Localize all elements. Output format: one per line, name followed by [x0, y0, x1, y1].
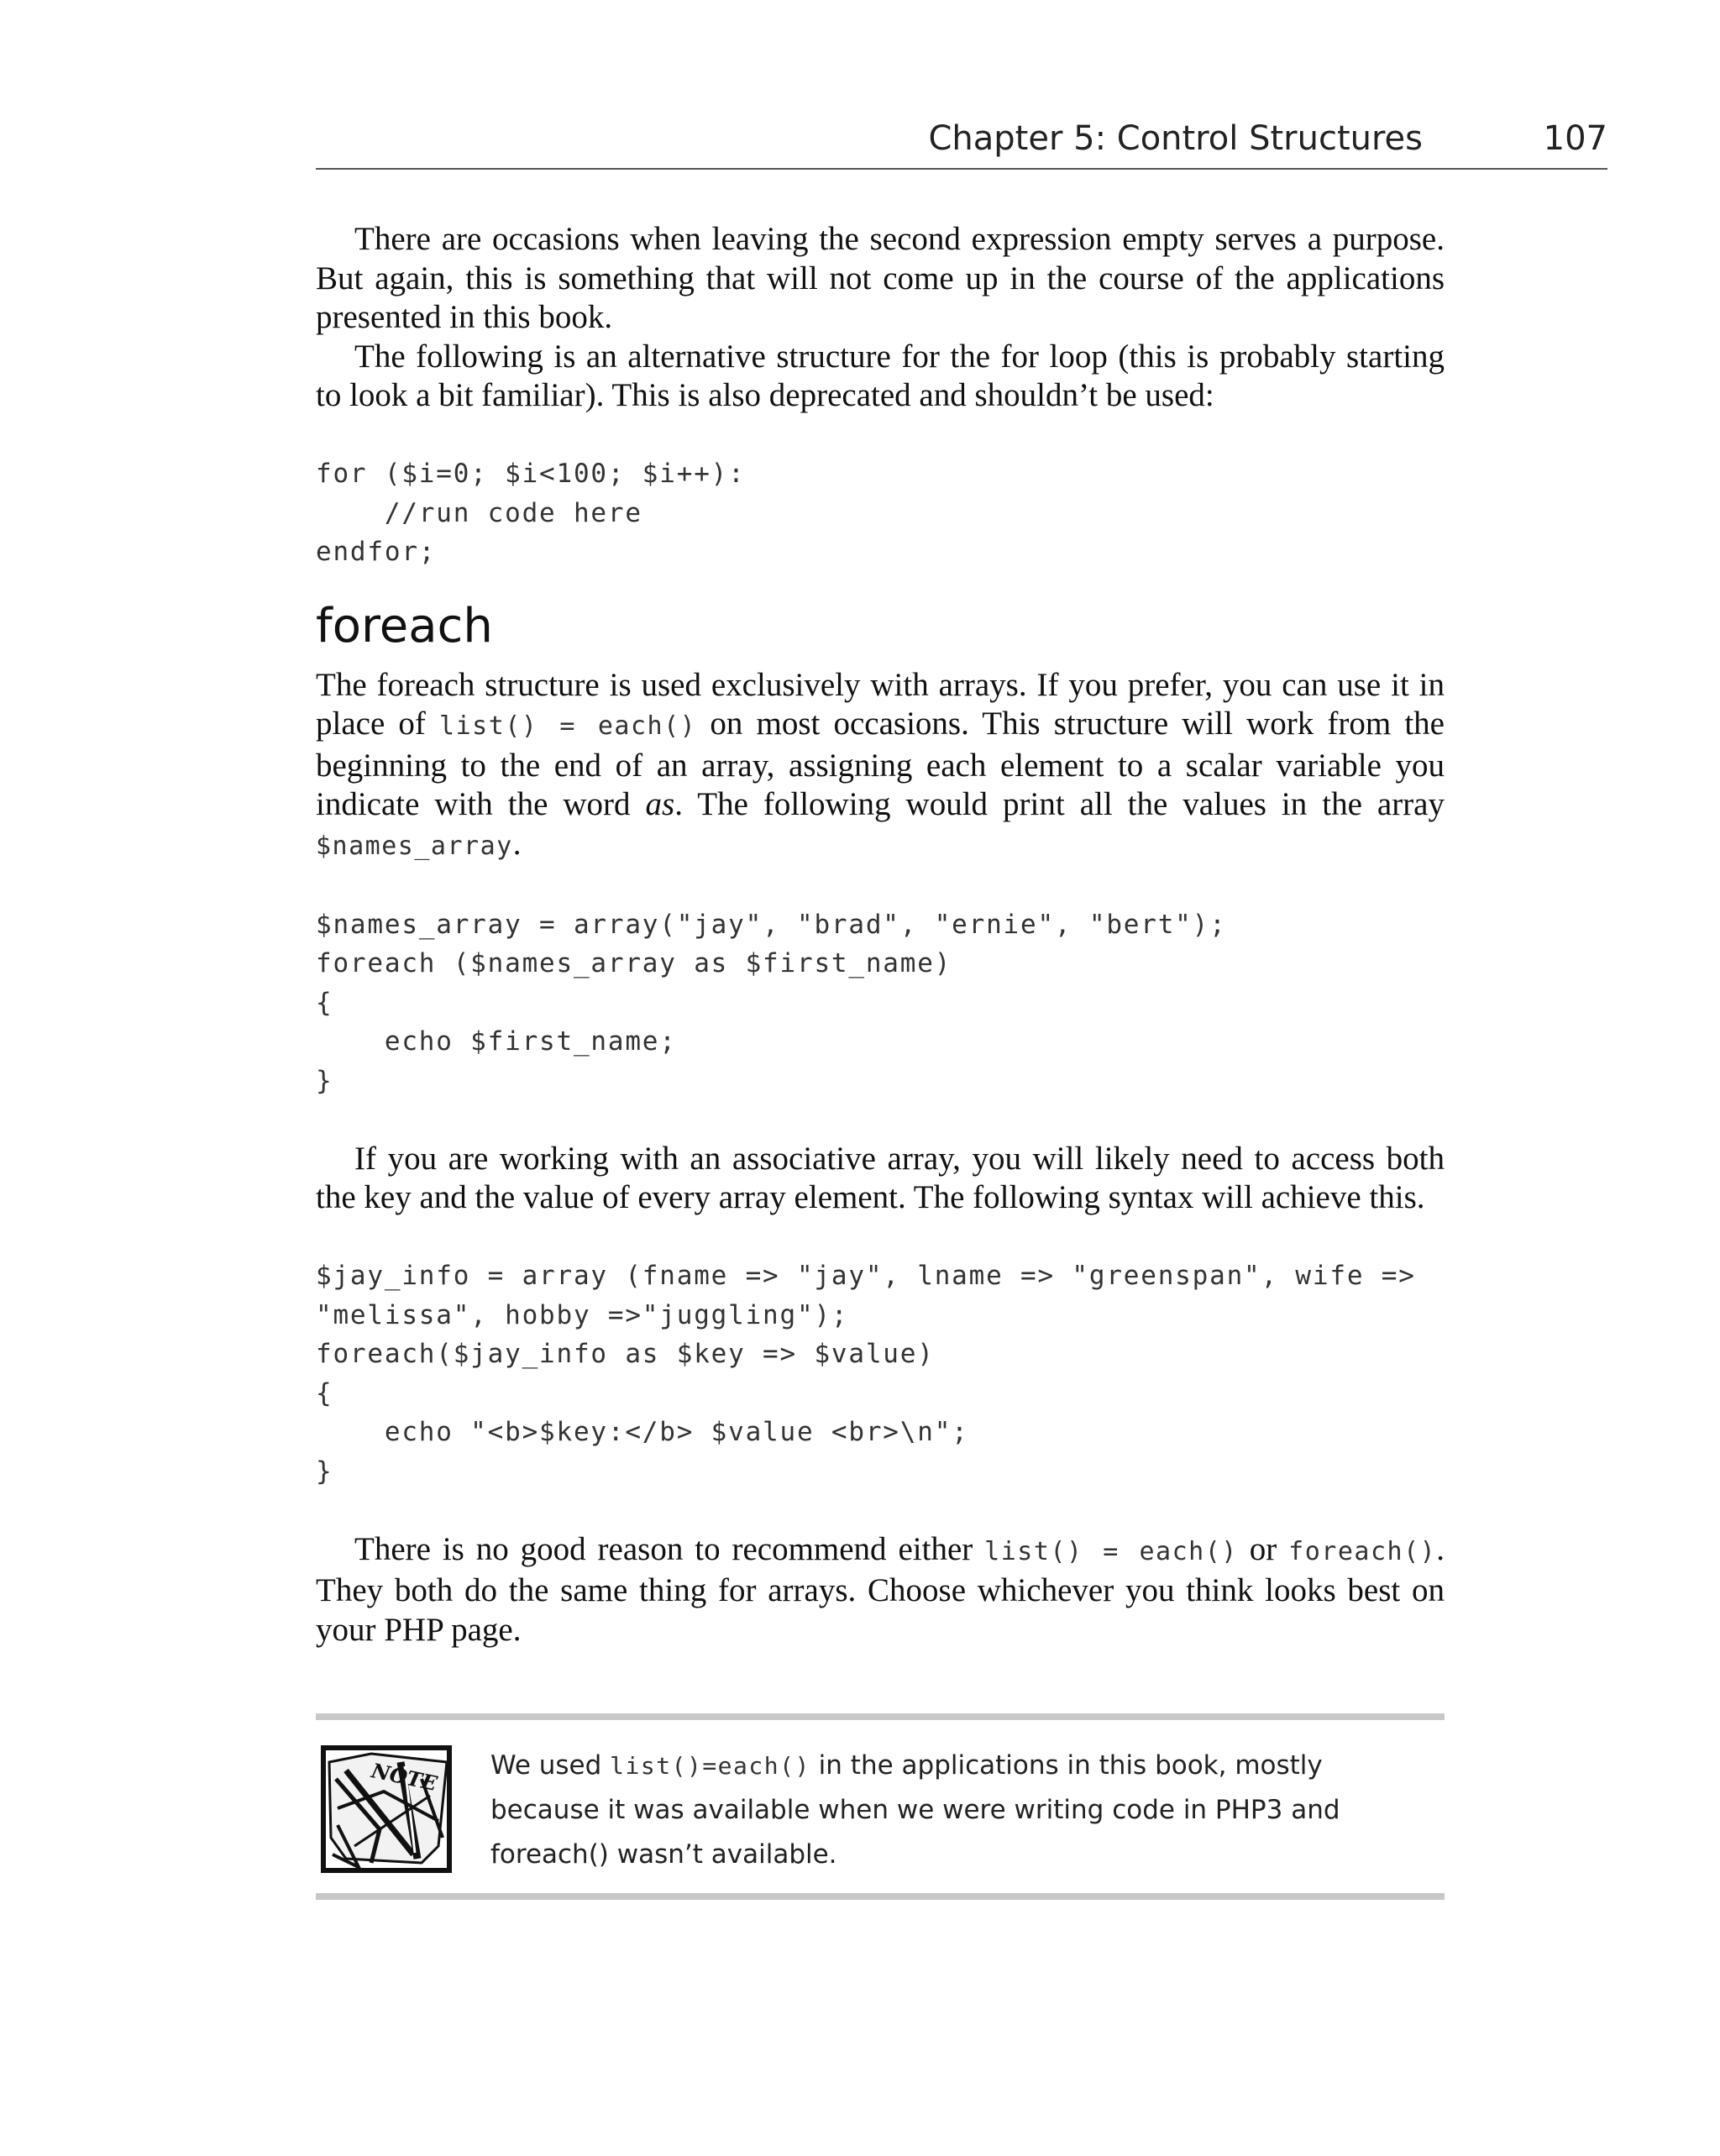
code-line: endfor;: [316, 537, 437, 567]
paragraph-5: [316, 1530, 1445, 1650]
inline-code: list() = each(): [984, 1536, 1238, 1566]
code-line: echo $first_name;: [316, 1026, 677, 1057]
note-box: [316, 1713, 1445, 1900]
inline-code: foreach(): [1288, 1536, 1437, 1566]
text-run: There is no good reason to recommend either: [354, 1530, 985, 1567]
chapter-title: Chapter 5: Control Structures: [928, 119, 1423, 158]
inline-code: list() = each(): [439, 711, 697, 741]
code-line: $names_array = array("jay", "brad", "ernie", "bert");: [316, 909, 1227, 940]
text-run: .: [512, 825, 522, 862]
code-line: echo "<b>$key:</b> $value <br>\n";: [316, 1417, 969, 1447]
paragraph-3: [316, 666, 1445, 867]
note-rule-top: [316, 1713, 1445, 1720]
section-heading-foreach: foreach: [316, 598, 493, 653]
spacer: [316, 416, 1445, 455]
inline-code: list()=each(): [610, 1752, 810, 1780]
note-icon-label: NOTE: [369, 1758, 440, 1796]
page-number: 107: [1543, 119, 1607, 158]
code-line: "melissa", hobby =>"juggling");: [316, 1299, 849, 1330]
code-line: {: [316, 1377, 333, 1408]
note-icon: [321, 1745, 452, 1873]
paragraph-1: There are occasions when leaving the second expression empty serves a purpose. But again, this is something that will not come up in the course of the applications presented in this book.: [316, 221, 1445, 335]
spacer: [316, 1100, 1445, 1140]
code-line: {: [316, 987, 333, 1018]
code-line: //run code here: [316, 497, 642, 528]
text-run: or: [1237, 1530, 1289, 1567]
code-line: for ($i=0; $i<100; $i++):: [316, 459, 746, 489]
text-run: We used: [490, 1750, 611, 1781]
text-run: on most occasions. This structure will work from the beginning to the end of an array, assigning each element to a scalar variable you indicate with the word: [316, 706, 1445, 822]
code-block-associative: [316, 1256, 1445, 1491]
text-run: . The following would print all the values in the array: [674, 786, 1445, 822]
note-text: [490, 1744, 1431, 1877]
code-block-for-loop: [316, 454, 1445, 572]
code-line: }: [316, 1456, 333, 1487]
text-run: The foreach structure is used exclusively with arrays. If you prefer, you can use it in place of: [316, 666, 1445, 742]
running-header: [316, 116, 1607, 170]
text-run: in the applications in this book, mostly because it was available when we were writing code in PHP3 and foreach() wasn’t available.: [490, 1750, 1340, 1870]
code-line: }: [316, 1065, 333, 1096]
spacer: [316, 1218, 1445, 1257]
code-line: foreach($jay_info as $key => $value): [316, 1339, 935, 1369]
spacer: [316, 866, 1445, 905]
code-block-foreach: [316, 905, 1445, 1101]
paragraph-2: The following is an alternative structure for the for loop (this is probably starting to look a bit familiar). This is also deprecated and shouldn’t be used:: [316, 338, 1445, 413]
code-line: $jay_info = array (fname => "jay", lname => "greenspan", wife =>: [316, 1261, 1416, 1291]
italic-text: as: [645, 786, 675, 822]
spacer: [316, 1491, 1445, 1530]
text-run: . They both do the same thing for arrays. Choose whichever you think looks best on your PHP page.: [316, 1530, 1445, 1648]
note-rule-bottom: [316, 1893, 1445, 1900]
inline-code: $names_array: [316, 831, 513, 861]
main-content: [316, 220, 1445, 1650]
code-line: foreach ($names_array as $first_name): [316, 948, 952, 978]
paragraph-4: If you are working with an associative array, you will likely need to access both the key and the value of every array element. The following syntax will achieve this.: [316, 1140, 1445, 1215]
